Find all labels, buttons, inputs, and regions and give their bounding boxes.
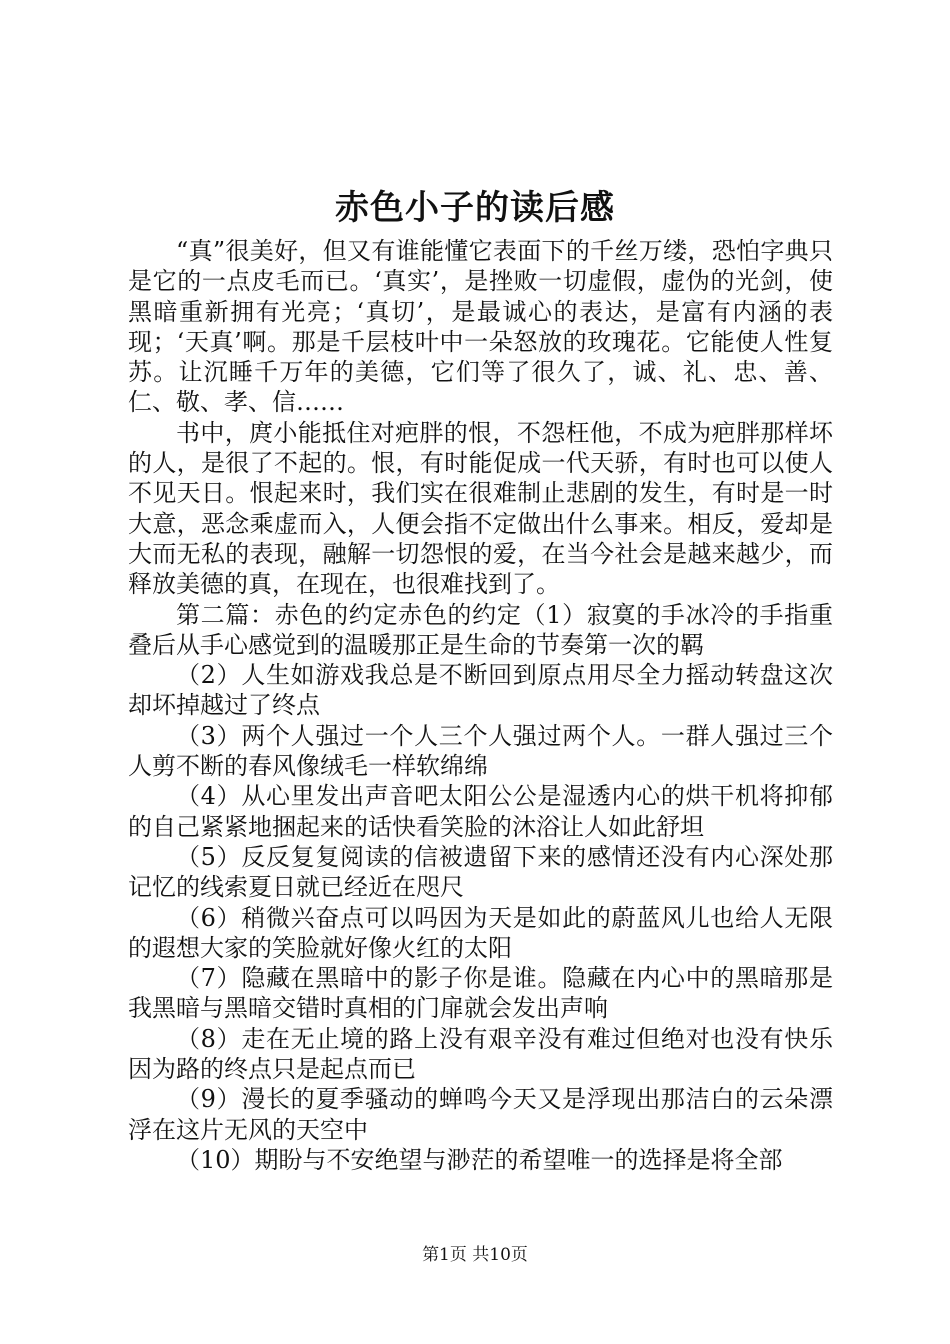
- paragraph-1: “真”很美好，但又有谁能懂它表面下的千丝万缕，恐怕字典只是它的一点皮毛而已。‘真实’，是挫败一切虚假，虚伪的光剑，使黑暗重新拥有光亮；‘真切’，是最诚心的表达，是富有内涵的表现；‘天真’啊。那是千层枝叶中一朵怒放的玫瑰花。它能使人性复苏。让沉睡千万年的美德，它们等了很久了，诚、礼、忠、善、仁、敬、孝、信……: [128, 237, 833, 417]
- paragraph-10: （8）走在无止境的路上没有艰辛没有难过但绝对也没有快乐因为路的终点只是起点而已: [128, 1024, 833, 1084]
- paragraph-8: （6）稍微兴奋点可以吗因为天是如此的蔚蓝风儿也给人无限的遐想大家的笑脸就好像火红的太阳: [128, 903, 833, 962]
- document-title: 赤色小子的读后感: [335, 188, 615, 228]
- paragraph-2: 书中，庹小能抵住对疤胖的恨，不怨枉他，不成为疤胖那样坏的人，是很了不起的。恨，有时能促成一代天骄，有时也可以使人不见天日。恨起来时，我们实在很难制止悲剧的发生，有时是一时大意，恶念乘虚而入，人便会指不定做出什么事来。相反，爱却是大而无私的表现，融解一切怨恨的爱，在当今社会是越来越少，而释放美德的真，在现在，也很难找到了。: [128, 418, 833, 599]
- paragraph-9: （7）隐藏在黑暗中的影子你是谁。隐藏在内心中的黑暗那是我黑暗与黑暗交错时真相的门扉就会发出声响: [128, 964, 833, 1023]
- paragraph-11: （9）漫长的夏季骚动的蝉鸣今天又是浮现出那洁白的云朵漂浮在这片无风的天空中: [128, 1085, 833, 1144]
- paragraph-4: （2）人生如游戏我总是不断回到原点用尽全力摇动转盘这次却坏掉越过了终点: [128, 661, 833, 720]
- page-footer: 第1页 共10页: [422, 1245, 528, 1265]
- paragraph-5: （3）两个人强过一个人三个人强过两个人。一群人强过三个人剪不断的春风像绒毛一样软绵绵: [128, 721, 833, 781]
- paragraph-7: （5）反反复复阅读的信被遗留下来的感情还没有内心深处那记忆的线索夏日就已经近在咫尺: [128, 842, 833, 902]
- paragraph-6: （4）从心里发出声音吧太阳公公是湿透内心的烘干机将抑郁的自己紧紧地捆起来的话快看笑脸的沐浴让人如此舒坦: [128, 782, 833, 841]
- paragraph-3: 第二篇：赤色的约定赤色的约定（1）寂寞的手冰冷的手指重叠后从手心感觉到的温暖那正是生命的节奏第一次的羁: [128, 600, 833, 659]
- document-body: [128, 236, 833, 1175]
- paragraph-12: （10）期盼与不安绝望与渺茫的希望唯一的选择是将全部: [176, 1145, 783, 1174]
